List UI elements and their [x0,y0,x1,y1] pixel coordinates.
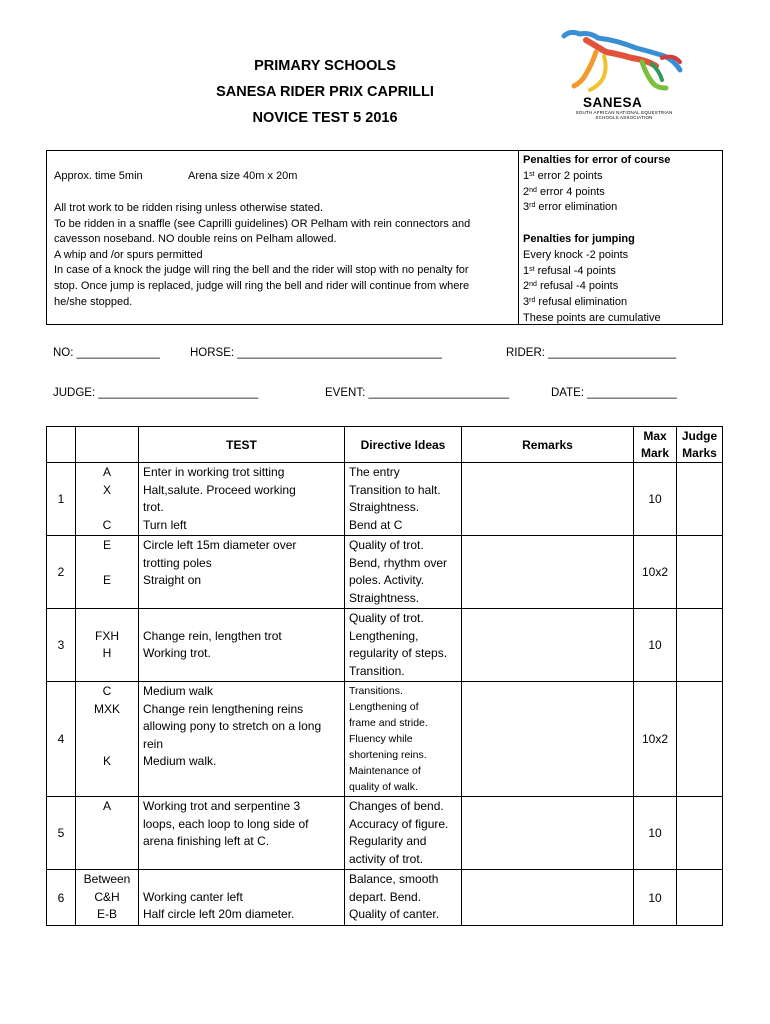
test-table [46,426,723,926]
letters-cell [76,682,139,797]
directive-line: Balance, smooth [349,872,439,886]
step-number: 4 [57,732,65,746]
letters-line: A [102,465,111,479]
max-mark-cell [634,797,677,870]
step-number-cell [47,536,76,609]
test-cell [139,536,345,609]
directive-cell [345,797,462,870]
max-mark-cell [634,536,677,609]
info-box [46,150,723,325]
directive-line: Transition to halt. [349,482,441,497]
letters-line: C [102,517,112,532]
max-mark-cell [634,682,677,797]
jumping-penalty-item: 2nd refusal -4 points [523,280,619,293]
header-letter [76,427,139,463]
judge-marks-cell[interactable] [677,463,723,536]
logo-name: SANESA [583,95,643,110]
approx-time: Approx. time 5min [54,170,143,182]
table-row [47,870,723,926]
letters-line [80,718,134,736]
date-field[interactable]: DATE: ______________ [551,387,677,399]
test-line: Halt,salute. Proceed working [143,482,296,497]
instruction-line: In case of a knock the judge will ring the bell and the rider will stop with no penalty for [54,264,469,277]
rider-field[interactable]: RIDER: ____________________ [506,347,677,359]
remarks-cell[interactable] [462,463,634,536]
remarks-cell[interactable] [462,609,634,682]
instruction-line: All trot work to be ridden rising unless otherwise stated. [54,202,324,214]
letters-cell [76,797,139,870]
letters-line: E-B [96,907,117,921]
directive-line: activity of trot. [349,851,424,866]
event-field[interactable]: EVENT: ______________________ [325,387,510,399]
penalties-panel [523,153,670,327]
remarks-cell[interactable] [462,536,634,609]
max-mark: 10 [648,826,662,840]
max-mark-cell [634,609,677,682]
directive-line: Transitions. [349,685,403,697]
header-max-mark: Max Mark [634,427,677,463]
letters-cell [76,463,139,536]
directive-line: Changes of bend. [349,799,444,813]
letters-line: E [102,538,111,552]
remarks-cell[interactable] [462,870,634,926]
directive-line: Lengthening of [349,701,419,713]
directive-line: shortening reins. [349,749,427,761]
step-number: 5 [57,826,65,840]
table-row [47,797,723,870]
test-line: arena finishing left at C. [143,834,270,848]
step-number: 2 [57,565,65,579]
test-line [143,871,340,889]
letters-line: X [102,482,111,497]
logo-subtitle: SOUTH AFRICAN NATIONAL EQUESTRIAN SCHOOLS ASSOCIATION [575,110,673,120]
letters-line [80,610,134,628]
instruction-line: stop. Once jump is replaced, judge will ring the bell and rider will continue from where [54,280,470,292]
letters-line [80,555,134,573]
test-line: Enter in working trot sitting [143,465,285,479]
table-row [47,536,723,609]
jumping-penalties-title: Penalties for jumping [523,232,635,245]
directive-cell [345,463,462,536]
letters-line: K [102,754,111,768]
directive-line: Straightness. [349,590,420,605]
letters-line: C [102,684,112,698]
horse-field[interactable]: HORSE: ________________________________ [190,347,442,359]
directive-line: Maintenance of [349,765,421,777]
judge-field[interactable]: JUDGE: _________________________ [53,387,259,399]
test-cell [139,682,345,797]
test-line: Working trot. [143,646,211,660]
test-line: Change rein lengthening reins [143,701,304,716]
test-line: Medium walk. [143,754,217,768]
max-mark: 10x2 [641,732,669,746]
test-cell [139,797,345,870]
directive-line: Accuracy of figure. [349,816,449,831]
max-mark-cell [634,463,677,536]
step-number-cell [47,463,76,536]
course-penalty-item: 1st error 2 points [523,169,603,182]
letters-line [80,499,134,517]
test-line: Medium walk [143,684,214,698]
directive-line: regularity of steps. [349,646,448,660]
header-judge-marks: Judge Marks [677,427,723,463]
no-field[interactable]: NO: _____________ [53,347,160,359]
title-line-2: SANESA RIDER PRIX CAPRILLI [216,84,434,100]
step-number-cell [47,682,76,797]
letters-cell [76,536,139,609]
directive-line: The entry [349,465,400,479]
step-number: 1 [57,492,65,506]
test-line: Change rein, lengthen trot [143,628,282,643]
directive-line: Quality of canter. [349,907,440,921]
test-line: Turn left [143,517,187,532]
directive-cell [345,536,462,609]
letters-line [80,736,134,754]
directive-line: frame and stride. [349,717,428,729]
cumulative-note: These points are cumulative [523,311,661,324]
directive-cell [345,682,462,797]
max-mark: 10x2 [641,565,669,579]
test-line [143,610,340,628]
test-line: loops, each loop to long side of [143,816,309,831]
test-cell [139,609,345,682]
remarks-cell[interactable] [462,797,634,870]
course-penalty-item: 3rd error elimination [523,201,618,214]
directive-line: Fluency while [349,733,413,745]
instruction-line: A whip and /or spurs permitted [54,248,203,261]
test-line: Working canter left [143,889,243,904]
test-line: trot. [143,500,164,514]
letters-line: MXK [93,701,120,716]
directive-line: Bend at C [349,517,403,532]
directive-cell [345,609,462,682]
test-cell [139,463,345,536]
step-number-cell [47,797,76,870]
directive-line: Quality of trot. [349,611,424,625]
header-num [47,427,76,463]
directive-line: quality of walk. [349,781,418,793]
arena-size: Arena size 40m x 20m [188,170,298,182]
test-line: Straight on [143,573,202,587]
instruction-line: he/she stopped. [54,295,133,308]
remarks-cell[interactable] [462,682,634,797]
test-line: rein [143,736,164,751]
directive-line: Lengthening, [349,628,419,643]
course-penalty-item: 2nd error 4 points [523,185,605,198]
test-cell [139,870,345,926]
step-number-cell [47,609,76,682]
table-header-row [47,427,723,463]
knock-penalty: Every knock -2 points [523,248,629,261]
header-test: TEST [139,427,345,463]
directive-line: Transition. [349,663,405,678]
directive-line: Regularity and [349,834,427,848]
test-line: trotting poles [143,555,212,570]
directive-line: depart. Bend. [349,889,422,904]
title-line-3: NOVICE TEST 5 2016 [252,110,398,126]
directive-line: Quality of trot. [349,538,424,552]
info-instructions [47,151,519,324]
letters-line: FXH [95,628,119,643]
letters-cell [76,870,139,926]
letters-line: A [102,799,111,813]
jumping-penalty-item: 1st refusal -4 points [523,264,616,277]
max-mark-cell [634,870,677,926]
letters-line: Between [83,872,131,886]
judge-marks-cell[interactable] [677,536,723,609]
directive-line: Bend, rhythm over [349,555,448,570]
table-row [47,609,723,682]
step-number: 3 [57,638,65,652]
test-line: allowing pony to stretch on a long [143,719,322,733]
test-line: Half circle left 20m diameter. [143,907,295,921]
directive-cell [345,870,462,926]
letters-line: H [102,646,112,660]
max-mark: 10 [648,638,662,652]
directive-line: Straightness. [349,500,420,514]
letters-line: E [102,573,111,587]
header-directive: Directive Ideas [345,427,462,463]
course-penalties-title: Penalties for error of course [523,154,671,166]
step-number-cell [47,870,76,926]
letters-line: C&H [94,889,120,904]
table-row [47,682,723,797]
header-remarks: Remarks [462,427,634,463]
test-line: Circle left 15m diameter over [143,538,297,552]
max-mark: 10 [648,890,662,905]
judge-marks-cell[interactable] [677,682,723,797]
judge-marks-cell[interactable] [677,797,723,870]
title-line-1: PRIMARY SCHOOLS [254,58,396,74]
table-row [47,463,723,536]
judge-marks-cell[interactable] [677,609,723,682]
max-mark: 10 [648,492,662,506]
directive-line: poles. Activity. [349,573,425,587]
test-line: Working trot and serpentine 3 [143,799,301,813]
instruction-line: cavesson noseband. NO double reins on Pelham allowed. [54,233,337,246]
step-number: 6 [57,890,65,905]
letters-cell [76,609,139,682]
judge-marks-cell[interactable] [677,870,723,926]
instruction-line: To be ridden in a snaffle (see Caprilli guidelines) OR Pelham with rein connectors and [54,217,471,230]
jumping-penalty-item: 3rd refusal elimination [523,296,628,309]
